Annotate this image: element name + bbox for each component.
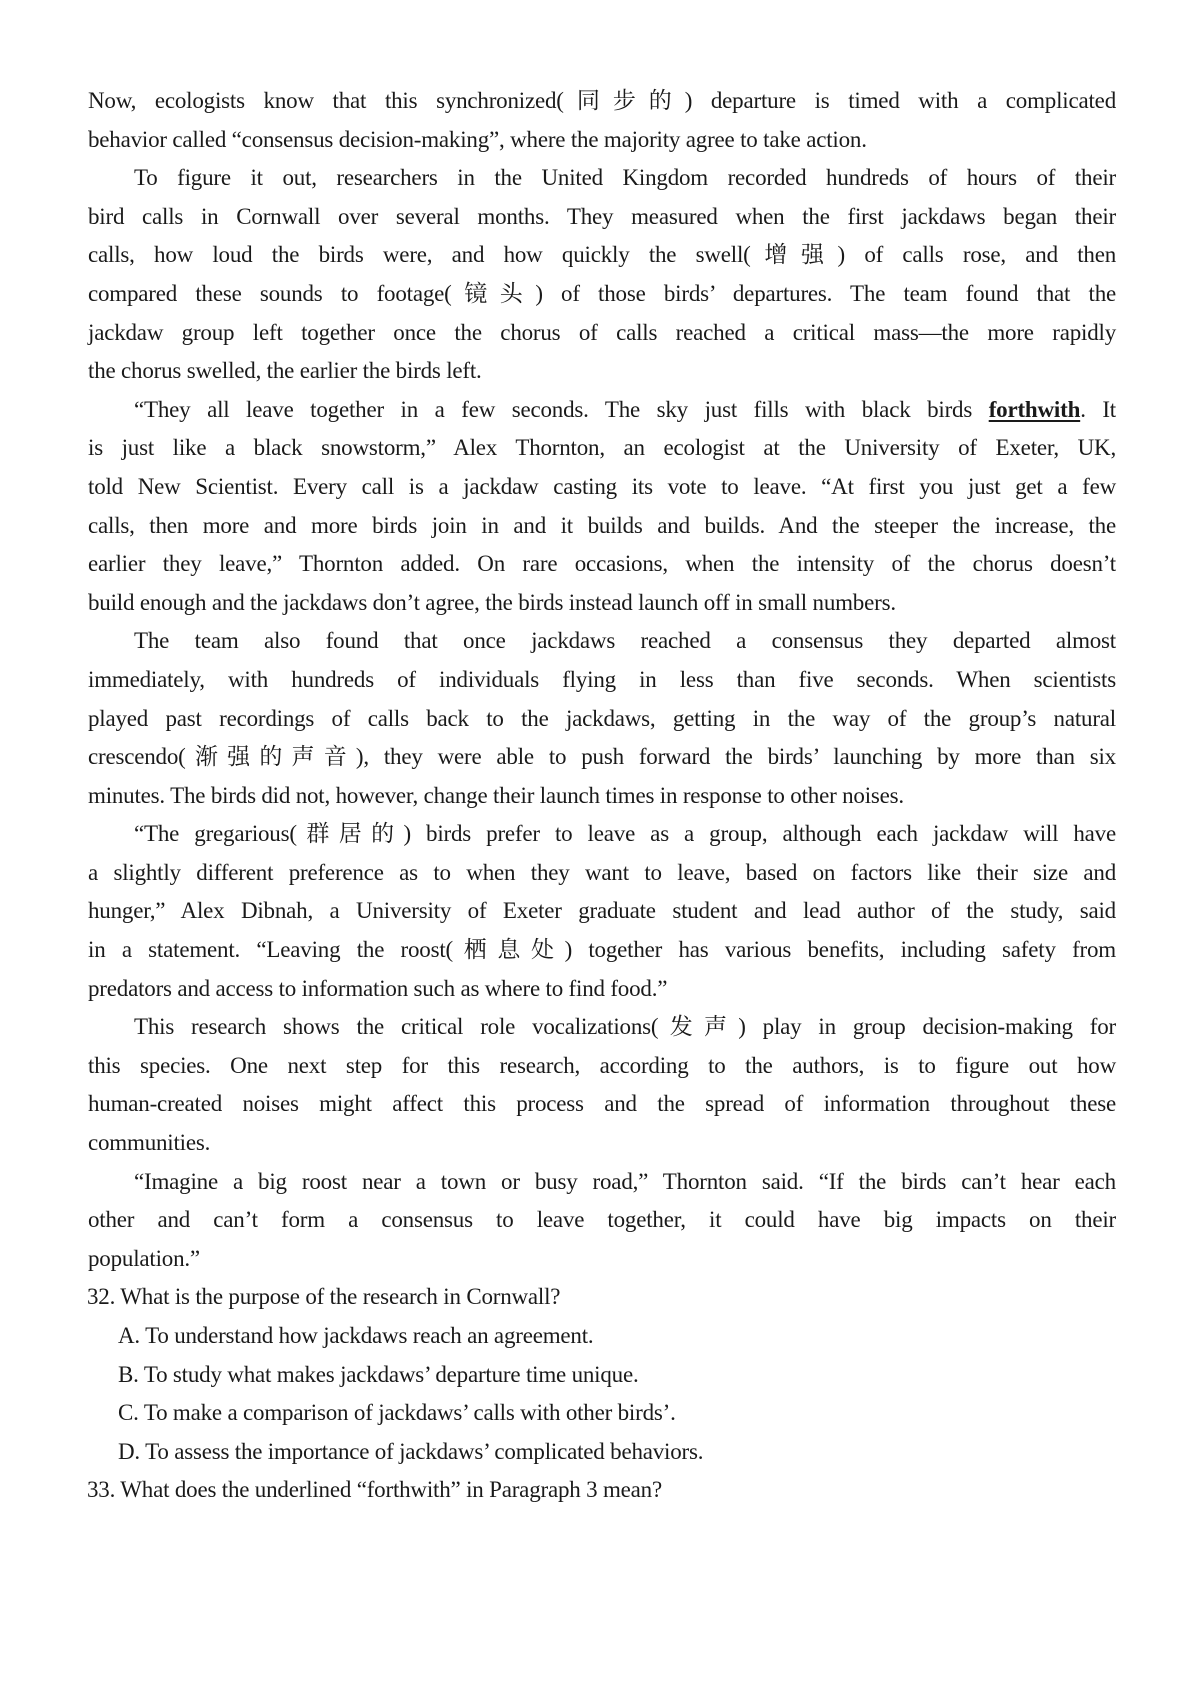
paragraph-6 — [88, 1008, 1116, 1162]
paragraph-4 — [88, 622, 1116, 815]
text-line: “The gregarious(群居的) birds prefer to leave as a group, although each jackdaw will have — [134, 821, 1116, 847]
paragraph-5 — [88, 815, 1116, 1008]
question-stem — [88, 1471, 1116, 1510]
question-number: 32. — [87, 1284, 116, 1310]
paragraph-3 — [88, 391, 1116, 623]
text-line: To figure it out, researchers in the United Kingdom recorded hundreds of hours of their — [134, 165, 1116, 191]
paragraph-7 — [88, 1163, 1116, 1279]
answer-option-c[interactable]: C. To make a comparison of jackdaws’ calls with other birds’. — [118, 1400, 676, 1426]
answer-option-b[interactable]: B. To study what makes jackdaws’ departure time unique. — [118, 1361, 639, 1387]
text-line: played past recordings of calls back to the jackdaws, getting in the way of the group’s natural — [88, 705, 1116, 731]
text-line: communities. — [88, 1130, 211, 1156]
text-line: jackdaw group left together once the chorus of calls reached a critical mass—the more rapidly — [88, 319, 1116, 345]
text-line: a slightly different preference as to when they want to leave, based on factors like their size and — [88, 859, 1116, 885]
text-line — [88, 391, 1116, 430]
text-line: behavior called “consensus decision-making”, where the majority agree to take action. — [88, 126, 867, 152]
text-line: population.” — [88, 1245, 200, 1271]
exam-page — [88, 82, 1116, 1510]
text-line: told New Scientist. Every call is a jackdaw casting its vote to leave. “At first you just get a few — [88, 473, 1116, 499]
question-33 — [88, 1471, 1116, 1510]
text-line: in a statement. “Leaving the roost(栖息处) together has various benefits, including safety from — [88, 937, 1116, 963]
text-line: bird calls in Cornwall over several months. They measured when the first jackdaws began their — [88, 203, 1116, 229]
text-line: is just like a black snowstorm,” Alex Thornton, an ecologist at the University of Exeter, UK, — [88, 435, 1116, 461]
text-line: calls, how loud the birds were, and how quickly the swell(增强) of calls rose, and then — [88, 242, 1116, 268]
question-32 — [88, 1278, 1116, 1471]
text-line: hunger,” Alex Dibnah, a University of Exeter graduate student and lead author of the study, said — [88, 898, 1116, 924]
text-segment: “They all leave together in a few seconds. The sky just fills with black birds — [134, 396, 989, 422]
text-line: build enough and the jackdaws don’t agree, the birds instead launch off in small numbers. — [88, 589, 896, 615]
question-text: What does the underlined “forthwith” in Paragraph 3 mean? — [120, 1477, 662, 1503]
text-line: This research shows the critical role vocalizations(发声) play in group decision-making for — [134, 1014, 1116, 1040]
text-segment: . It — [1080, 396, 1116, 422]
text-line: calls, then more and more birds join in and it builds and builds. And the steeper the increase, the — [88, 512, 1116, 538]
answer-option-d[interactable]: D. To assess the importance of jackdaws’ complicated behaviors. — [118, 1438, 704, 1464]
text-line: The team also found that once jackdaws reached a consensus they departed almost — [134, 628, 1116, 654]
text-line: Now, ecologists know that this synchronized(同步的) departure is timed with a complicated — [88, 88, 1116, 113]
text-line: predators and access to information such as where to find food.” — [88, 975, 668, 1001]
question-number: 33. — [87, 1477, 116, 1503]
text-line: immediately, with hundreds of individuals flying in less than five seconds. When scientists — [88, 666, 1116, 692]
paragraph-1 — [88, 82, 1116, 159]
text-line: “Imagine a big roost near a town or busy road,” Thornton said. “If the birds can’t hear each — [134, 1168, 1116, 1194]
text-line: this species. One next step for this research, according to the authors, is to figure out how — [88, 1052, 1116, 1078]
answer-option-a[interactable]: A. To understand how jackdaws reach an agreement. — [118, 1323, 594, 1348]
text-line: crescendo(渐强的声音), they were able to push forward the birds’ launching by more than six — [88, 744, 1116, 770]
text-line: minutes. The birds did not, however, change their launch times in response to other noises. — [88, 782, 904, 808]
text-line: human-created noises might affect this process and the spread of information throughout these — [88, 1091, 1116, 1117]
paragraph-2 — [88, 159, 1116, 391]
question-stem — [88, 1278, 1116, 1317]
underlined-word: forthwith — [988, 396, 1081, 422]
text-line: the chorus swelled, the earlier the birds left. — [88, 358, 482, 384]
text-line: earlier they leave,” Thornton added. On rare occasions, when the intensity of the chorus doesn’t — [88, 551, 1116, 577]
text-line: compared these sounds to footage(镜头) of those birds’ departures. The team found that the — [88, 280, 1116, 306]
question-text: What is the purpose of the research in Cornwall? — [120, 1284, 561, 1310]
text-line: other and can’t form a consensus to leave together, it could have big impacts on their — [88, 1207, 1116, 1233]
